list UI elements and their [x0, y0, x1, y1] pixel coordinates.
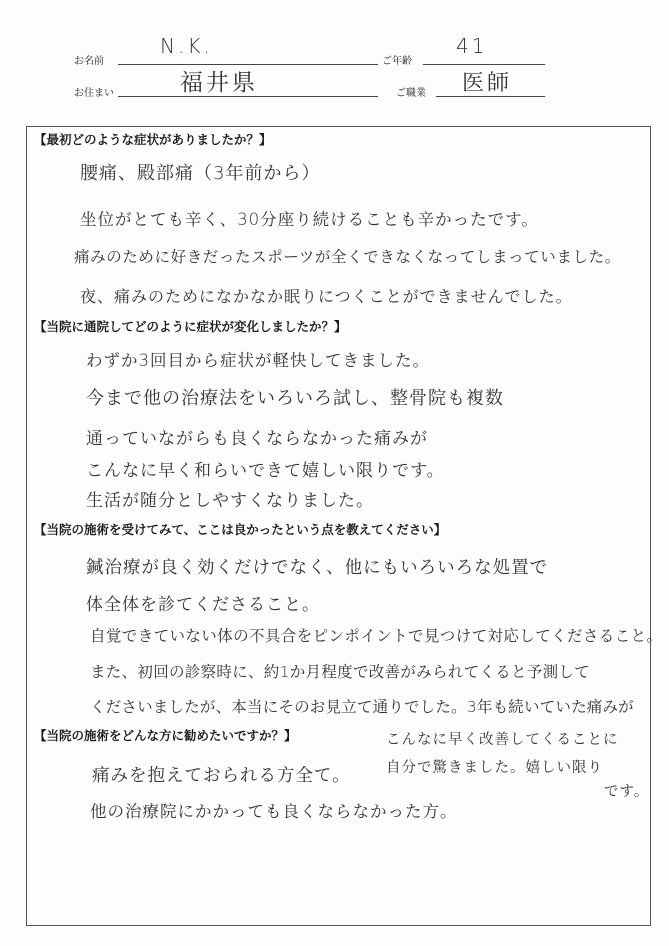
answer-line: 痛みを抱えておられる方全て。: [92, 766, 351, 786]
job-underline: [436, 96, 545, 97]
answer-line: 自覚できていない体の不具合をピンポイントで見つけて対応してくださること。: [90, 627, 663, 645]
name-label: お名前: [74, 56, 104, 67]
address-underline: [118, 96, 378, 97]
answer-line: わずか3回目から症状が軽快してきました。: [86, 351, 430, 370]
answer-line: 鍼治療が良く効くだけでなく、他にもいろいろな処置で: [86, 558, 549, 578]
answer-line: 夜、痛みのためになかなか眠りにつくことができませんでした。: [80, 287, 573, 306]
answer-line: 痛みのために好きだったスポーツが全くできなくなってしまっていました。: [74, 248, 621, 266]
answer-line: 生活が随分としやすくなりました。: [86, 491, 374, 511]
address-value: 福井県: [180, 70, 258, 96]
answer-line: 坐位がとても辛く、30分座り続けることも辛かったです。: [80, 210, 539, 229]
job-label: ご職業: [396, 88, 426, 99]
section-title: 【当院の施術をどんな方に勧めたいですか？】: [34, 728, 297, 743]
answer-line: 腰痛、殿部痛（3年前から）: [80, 163, 321, 184]
answer-line: こんなに早く和らいできて嬉しい限りです。: [86, 461, 445, 481]
section-title: 【当院に通院してどのように症状が変化しましたか？】: [34, 319, 347, 334]
answer-line: 体全体を診てくださること。: [86, 595, 320, 615]
age-value: 41: [456, 34, 488, 58]
answer-line: 今まで他の治療法をいろいろ試し、整骨院も複数: [86, 388, 504, 409]
answer-line: 他の治療院にかかっても良くならなかった方。: [90, 802, 458, 821]
address-label: お住まい: [74, 88, 114, 99]
answer-line: 通っていながらも良くならなかった痛みが: [86, 429, 428, 449]
job-value: 医師: [462, 71, 513, 96]
age-label: ご年齢: [382, 56, 412, 67]
answer-continuation-line: こんなに早く改善してくることに: [386, 732, 619, 748]
section-title: 【最初どのような症状がありましたか？】: [34, 132, 272, 147]
answer-continuation-line: です。: [604, 784, 650, 800]
answer-line: くださいましたが、本当にそのお見立て通りでした。3年も続いていた痛みが: [90, 698, 634, 716]
answer-line: また、初回の診察時に、約1か月程度で改善がみられてくると予測して: [90, 663, 590, 681]
age-underline: [423, 64, 545, 65]
name-value: N.K.: [160, 34, 213, 58]
section-title: 【当院の施術を受けてみて、ここは良かったという点を教えてください】: [34, 522, 447, 537]
answer-continuation-line: 自分で驚きました。嬉しい限り: [386, 760, 603, 776]
